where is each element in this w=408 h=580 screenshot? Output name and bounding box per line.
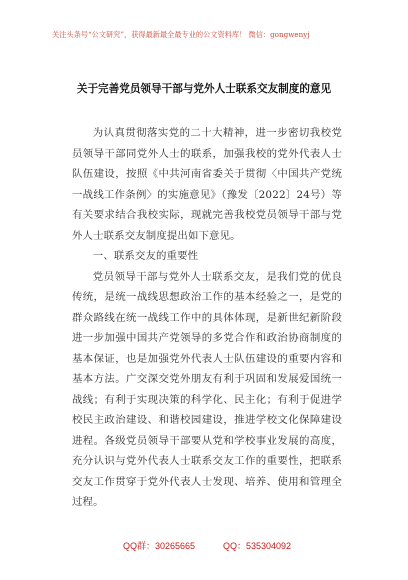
promo-header: 关注头条号“公文研究”，获得最新最全最专业的公文资料库！ 微信：gongwenyj — [52, 30, 310, 39]
document-body — [72, 123, 342, 513]
document-title: 关于完善党员领导干部与党外人士联系交友制度的意见 — [76, 83, 332, 95]
intro-paragraph: 为认真贯彻落实党的二十大精神，进一步密切我校党员领导干部同党外人士的联系，加强我校的党外代表人士队伍建设，按照《中共河南省委关于贯彻〈中国共产党统一战线工作条例〉的实施意见》（豫发〔2022〕24号）等有关要求结合我校实际，现就完善我校党员领导干部与党外人士联系交友制度提出如下意见。 — [72, 127, 342, 242]
body-paragraph: 党员领导干部与党外人士联系交友，是我们党的优良传统，是统一战线思想政治工作的基本经验之一，是党的群众路线在统一战线工作中的具体体现，是新世纪新阶段进一步加强中国共产党领导的多党合作和政治协商制度的基本保证，也是加强党外代表人士队伍建设的重要内容和基本方法。广交深交党外朋友有利于巩固和发展爱国统一战线；有利于实现决策的科学化、民主化；有利于促进学校民主政治建设、和谐校园建设，推进学校文化保障建设进程。各级党员领导干部要从党和学校事业发展的高度，充分认识与党外代表人士联系交友工作的重要性，把联系交友工作贯穿于党外代表人士发现、培养、使用和管理全过程。 — [72, 270, 342, 508]
section-heading: 一、联系交友的重要性 — [92, 250, 199, 262]
qq-contact-number: QQ：535304092 — [223, 541, 292, 551]
qq-group-number: QQ群：30265665 — [123, 541, 196, 551]
footer-contacts — [0, 539, 408, 553]
